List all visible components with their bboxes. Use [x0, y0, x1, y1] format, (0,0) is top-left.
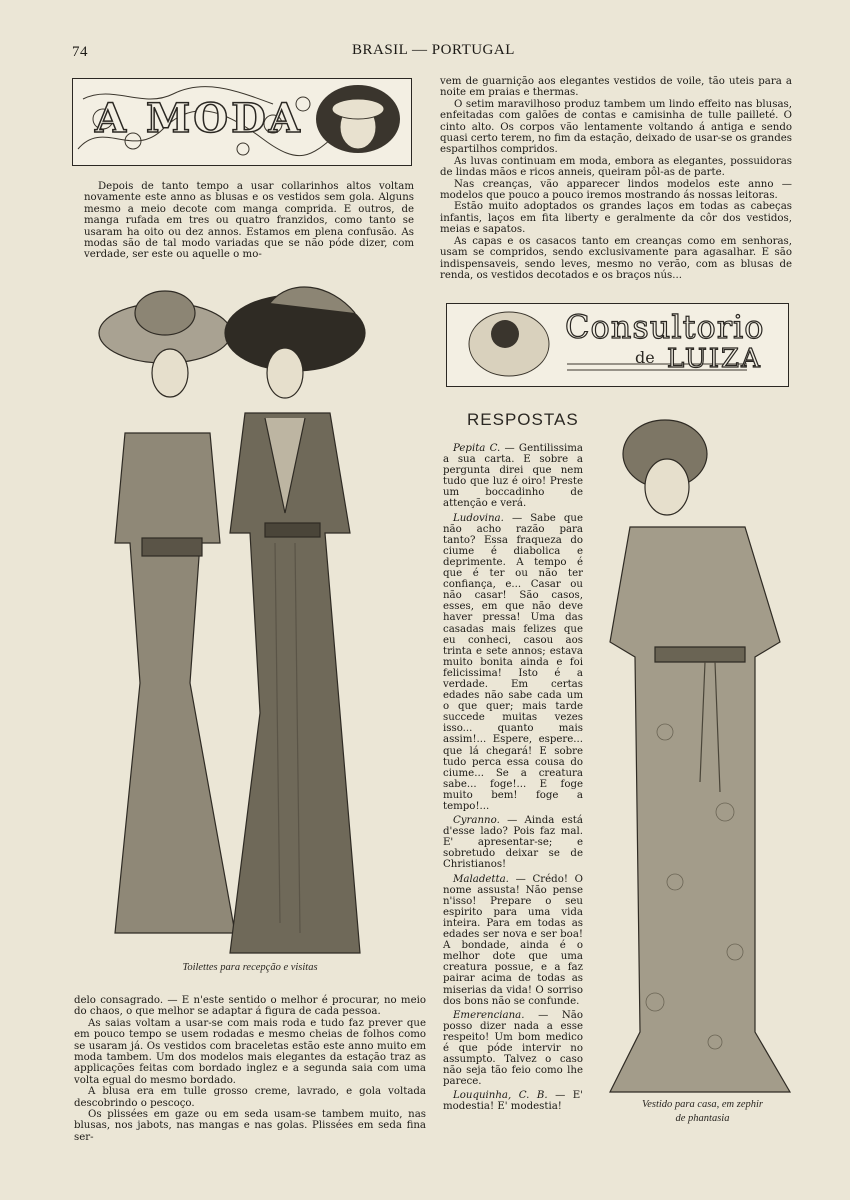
page-number: 74	[72, 44, 88, 60]
resposta-name: Louquinha, C. B.	[453, 1090, 548, 1102]
consultorio-title: Consultorio	[565, 308, 765, 346]
paragraph: Depois de tanto tempo a usar collarinhos altos voltam novamente este anno as blusas e os vestidos sem gola. Alguns mesmo a meio decote com manga comprida. E outros, de manga rufada em tres ou quatro franzidos, como tanto se usaram ha oito ou dez annos. Estamos em plena confusão. As modas são de tal modo variadas que se não póde dizer, com verdade, ser este ou aquelle o mo-	[84, 181, 414, 261]
consultorio-de: de	[635, 348, 655, 367]
resposta-entry	[443, 1010, 583, 1088]
resposta-text: — Ainda está d'esse lado? Pois faz mal. E' apresentar-se; e sobretudo deixar se de Christianos!	[443, 815, 583, 871]
resposta-name: Emerenciana.	[453, 1009, 525, 1021]
respostas-heading: RESPOSTAS	[467, 410, 579, 429]
moda-title: A MODA	[95, 95, 303, 142]
paragraph: Nas creanças, vão apparecer lindos modelos este anno — modelos que pouco a pouco iremos mostrando ás nossas leitoras.	[440, 178, 792, 202]
resposta-entry	[443, 874, 583, 1007]
resposta-text: — E' modestia! E' modestia!	[443, 1090, 583, 1113]
consultorio-banner	[446, 303, 789, 387]
fashion-illustration-house-dress	[605, 412, 795, 1094]
paragraph: A blusa era em tulle grosso creme, lavrado, e gola voltada descobrindo o pescoço.	[74, 1086, 426, 1109]
resposta-text: — Crédo! O nome assusta! Não pense n'isso! Prepare o seu espirito para uma vida inteira. Para em todas as edades ser nova e ser boa! A bondade, ainda é o melhor dote que uma creatura possue, e a faz pairar acima de todas as miserias da vida! O sorriso dos bons não se confunde.	[443, 873, 583, 1007]
figure2-caption-line1: Vestido para casa, em zephir	[641, 1099, 764, 1110]
resposta-name: Maladetta.	[453, 873, 509, 885]
resposta-text: — Sabe que não acho razão para tanto? Essa fraqueza do ciume é diabolica e deprimente. A tempo é que é ter ou não ter confiança, e... Casar ou não casar! São casos, esses, em que não deve haver pressa! Uma das casadas mais felizes que eu conheci, casou aos trinta e sete annos; estava muito bonita ainda e foi felicissima! Isto é a verdade. Em certas edades não sabe cada um o que quer; mais tarde succede muitas vezes isso... quanto mais assim!... Espere, espere... que lá chegará! E sobre tudo perca essa cousa do ciume... Se a creatura sabe... foge!... E foge muito bem! foge a tempo!...	[443, 512, 583, 812]
resposta-entry	[443, 443, 583, 510]
resposta-name: Pepita C.	[453, 443, 501, 454]
resposta-name: Cyranno.	[453, 815, 500, 827]
running-title: BRASIL — PORTUGAL	[352, 42, 515, 58]
paragraph: As saias voltam a usar-se com mais roda e tudo faz prever que em pouco tempo se usem rodadas e mesmo cheias de folhos como se usaram já. Os vestidos com braceletas estão este anno muito em moda tambem. Um dos modelos mais elegantes da estação traz as applicações feitas com bordado inglez e a segunda saia com uma volta egual do mesmo bordado.	[74, 1017, 426, 1086]
figure2-caption-line2: de phantasia	[675, 1113, 730, 1124]
paragraph: Os plissées em gaze ou em seda usam-se tambem muito, nas blusas, nos jabots, nas mangas e nas golas. Plissées em seda fina ser-	[74, 1109, 426, 1143]
paragraph: As capas e os casacos tanto em creanças como em senhoras, usam se compridos, sendo exclusivamente para agasalhar. E são indispensaveis, sendo leves, mesmo no verão, com as blusas de renda, os vestidos decotados e os braços nús...	[440, 235, 792, 281]
resposta-name: Ludovina.	[453, 512, 504, 524]
fashion-illustration-two-women	[70, 283, 430, 955]
resposta-text: — Não posso dizer nada a esse respeito! Um bom medico é que póde intervir no assumpto. Talvez o caso não seja tão feio como lhe parece.	[443, 1009, 583, 1088]
consultorio-name: LUIZA	[667, 344, 762, 374]
col1-top-text	[84, 181, 414, 261]
col2-top-text	[440, 76, 792, 281]
resposta-entry	[443, 815, 583, 870]
figure1-caption: Toilettes para recepção e visitas	[182, 962, 318, 973]
paragraph: Estão muito adoptados os grandes laços em todas as cabeças infantis, laços em fita liberty e geralmente da côr dos vestidos, meias e sapatos.	[440, 201, 792, 236]
resposta-text: — Gentilissima a sua carta. E sobre a pergunta direi que nem tudo que luz é oiro! Preste um boccadinho de attenção e verá.	[443, 443, 583, 510]
paragraph: As luvas continuam em moda, embora as elegantes, possuidoras de lindas mãos e ricos anneis, queiram pôl-as de parte.	[440, 155, 792, 179]
paragraph: vem de guarnição aos elegantes vestidos de voile, tão uteis para a noite em praias e thermas.	[440, 76, 792, 99]
paragraph: delo consagrado. — E n'este sentido o melhor é procurar, no meio do chaos, o que melhor se adaptar á figura de cada pessoa.	[74, 995, 426, 1018]
resposta-entry	[443, 1090, 583, 1112]
paragraph: O setim maravilhoso produz tambem um lindo effeito nas blusas, enfeitadas com galões de contas e camisinha de tulle pailleté. O cinto alto. Os corpos vão lentamente voltando á antiga e sendo quasi certo terem, no fim da estação, deixado de usar-se os grandes espartilhos compridos.	[440, 98, 792, 156]
respostas-column	[443, 443, 583, 1116]
resposta-entry	[443, 513, 583, 813]
col1-bottom-text	[74, 995, 426, 1143]
moda-banner	[72, 78, 412, 166]
